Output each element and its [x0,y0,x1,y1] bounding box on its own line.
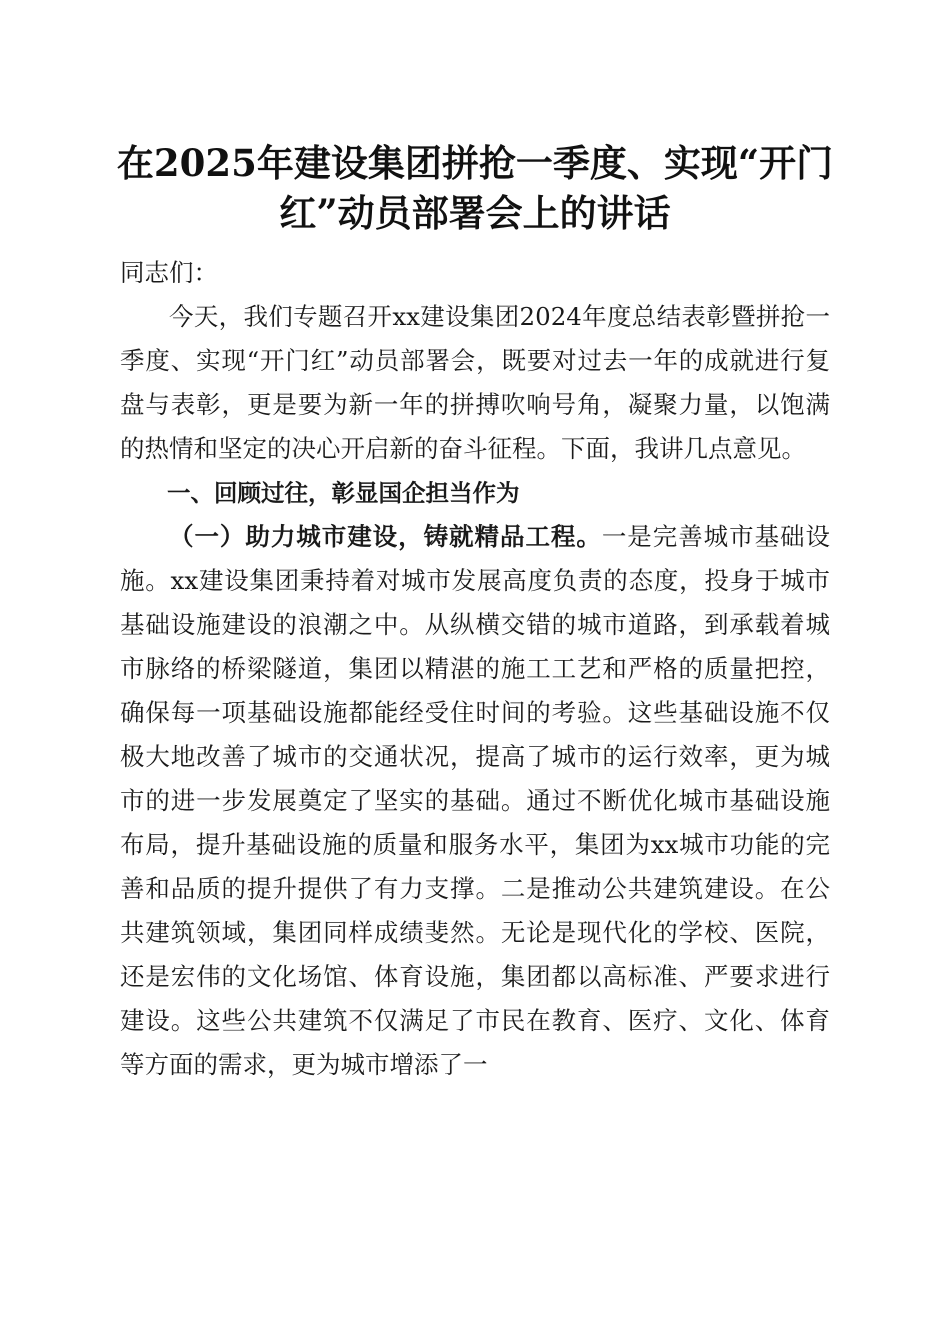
salutation: 同志们： [120,258,218,287]
subsection-text: 一是完善城市基础设施。xx建设集团秉持着对城市发展高度负责的态度，投身于城市基础设施建设的浪潮之中。从纵横交错的城市道路，到承载着城市脉络的桥梁隧道，集团以精湛的施工工艺和严格的质量把控，确保每一项基础设施都能经受住时间的考验。这些基础设施不仅极大地改善了城市的交通状况，提高了城市的运行效率，更为城市的进一步发展奠定了坚实的基础。通过不断优化城市基础设施布局，提升基础设施的质量和服务水平，集团为xx城市功能的完善和品质的提升提供了有力支撑。二是推动公共建筑建设。在公共建筑领域，集团同样成绩斐然。无论是现代化的学校、医院，还是宏伟的文化场馆、体育设施，集团都以高标准、严要求进行建设。这些公共建筑不仅满足了市民在教育、医疗、文化、体育等方面的需求，更为城市增添了一 [120,522,831,1079]
document-title [110,138,840,238]
intro-paragraph: 今天，我们专题召开xx建设集团2024年度总结表彰暨拼抢一季度、实现“开门红”动员部署会，既要对过去一年的成就进行复盘与表彰，更是要为新一年的拼搏吹响号角，凝聚力量，以饱满的热情和坚定的决心开启新的奋斗征程。下面，我讲几点意见。 [120,302,830,463]
section-heading-1: 一、回顾过往，彰显国企担当作为 [167,479,520,507]
title-line-2: 红”动员部署会上的讲话 [279,191,671,235]
document-body [120,251,830,1087]
subsection-lead: （一）助力城市建设，铸就精品工程。 [169,522,602,551]
title-line-1: 在2025年建设集团拼抢一季度、实现“开门 [116,141,834,185]
subsection-paragraph-1 [120,515,830,1087]
